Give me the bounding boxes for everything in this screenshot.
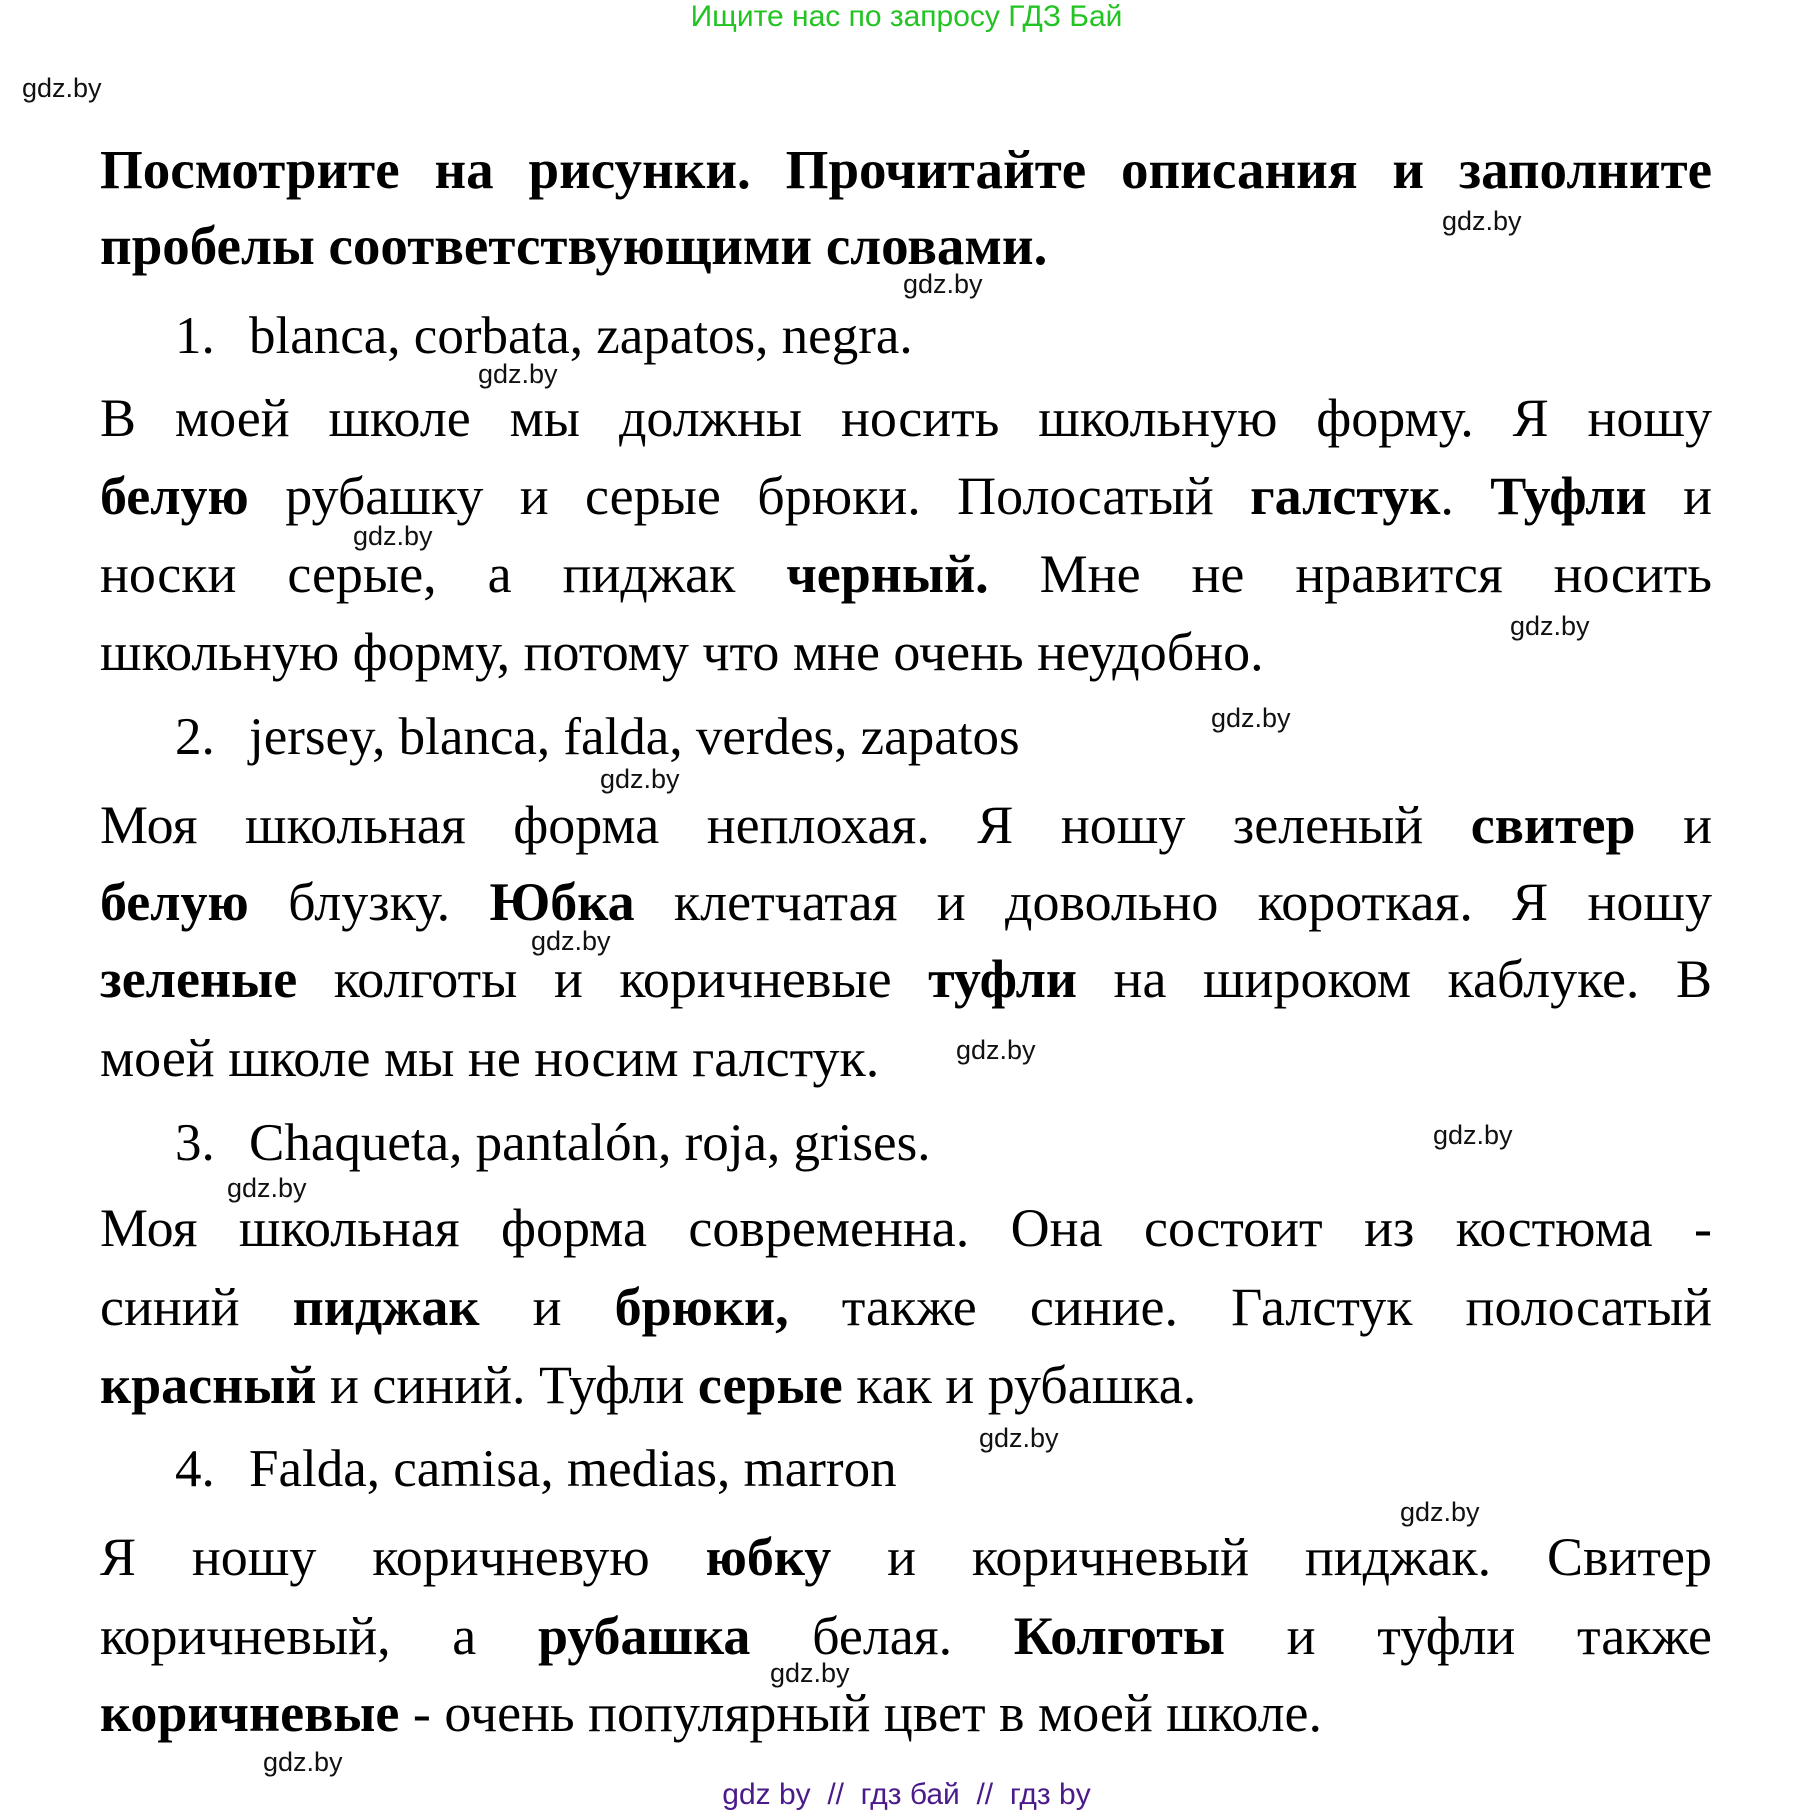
filled-answer: коричневые <box>100 1683 400 1743</box>
filled-answer: пиджак <box>292 1277 480 1337</box>
watermark: gdz.by <box>22 73 102 103</box>
word-list: blanca, corbata, zapatos, negra. <box>249 307 913 365</box>
exercise-4-line-2 <box>100 1605 1712 1667</box>
watermark: gdz.by <box>1400 1497 1480 1527</box>
filled-answer: туфли <box>928 949 1078 1009</box>
watermark: gdz.by <box>1433 1120 1513 1150</box>
watermark: gdz.by <box>600 764 680 794</box>
exercise-3-line-2 <box>100 1276 1712 1338</box>
text-segment: и туфли также <box>1225 1606 1713 1666</box>
watermark: gdz.by <box>263 1747 343 1777</box>
text-segment: белая. <box>750 1606 1014 1666</box>
watermark: gdz.by <box>478 359 558 389</box>
filled-answer: Юбка <box>489 872 635 932</box>
text-segment: колготы и коричневые <box>297 949 929 1009</box>
text-segment: клетчатая и довольно короткая. Я ношу <box>634 872 1713 932</box>
watermark: gdz.by <box>770 1658 850 1688</box>
exercise-4-line-3 <box>100 1682 1712 1744</box>
filled-answer: красный <box>100 1355 317 1415</box>
task-heading-line-1: Посмотрите на рисунки. Прочитайте описания и заполните <box>100 139 1712 200</box>
watermark: gdz.by <box>1211 703 1291 733</box>
watermark: gdz.by <box>1442 206 1522 236</box>
exercise-2-words <box>175 707 1020 767</box>
exercise-1-line-1 <box>100 387 1712 449</box>
text-segment: на широком каблуке. В <box>1077 949 1712 1009</box>
task-heading-line-2: пробелы соответствующими словами. <box>100 215 1048 276</box>
watermark: gdz.by <box>1510 611 1590 641</box>
exercise-3-words <box>175 1113 930 1173</box>
word-list: Falda, camisa, medias, marron <box>249 1440 897 1498</box>
text-segment: - очень популярный цвет в моей школе. <box>399 1683 1323 1743</box>
text-segment: моей школе мы не носим галстук. <box>100 1028 880 1088</box>
exercise-1-line-4 <box>100 621 1712 683</box>
text-segment: Моя школьная форма современна. Она состоит из костюма - <box>100 1198 1712 1258</box>
text-segment: как и рубашка. <box>842 1355 1197 1415</box>
footer-links: gdz by // гдз бай // гдз by <box>722 1778 1091 1811</box>
text-segment: . <box>1440 466 1491 526</box>
filled-answer: Колготы <box>1013 1606 1225 1666</box>
exercise-2-line-2 <box>100 871 1712 933</box>
top-banner: Ищите нас по запросу ГДЗ Бай <box>690 0 1123 33</box>
filled-answer: белую <box>100 466 249 526</box>
text-segment: Моя школьная форма неплохая. Я ношу зеленый <box>100 795 1471 855</box>
exercise-number: 4. <box>175 1440 215 1498</box>
exercise-3-line-1 <box>100 1197 1712 1259</box>
text-segment: носки серые, а пиджак <box>100 544 787 604</box>
filled-answer: черный. <box>786 544 989 604</box>
filled-answer: галстук <box>1250 466 1441 526</box>
exercise-3-line-3 <box>100 1354 1712 1416</box>
exercise-number: 2. <box>175 708 215 766</box>
filled-answer: рубашка <box>537 1606 751 1666</box>
text-segment: школьную форму, потому что мне очень неудобно. <box>100 622 1264 682</box>
watermark: gdz.by <box>531 926 611 956</box>
filled-answer: зеленые <box>100 949 298 1009</box>
text-segment: и <box>1635 795 1712 855</box>
exercise-1-words <box>175 306 913 366</box>
watermark: gdz.by <box>227 1173 307 1203</box>
exercise-number: 1. <box>175 307 215 365</box>
text-segment: и <box>479 1277 615 1337</box>
text-segment: Я ношу коричневую <box>100 1527 706 1587</box>
filled-answer: брюки, <box>614 1277 789 1337</box>
exercise-1-line-2 <box>100 465 1712 527</box>
exercise-number: 3. <box>175 1114 215 1172</box>
word-list: Chaqueta, pantalón, roja, grises. <box>249 1114 931 1172</box>
text-segment: Мне не нравится носить <box>988 544 1712 604</box>
text-segment: блузку. <box>248 872 490 932</box>
exercise-4-words <box>175 1439 897 1499</box>
text-segment: и синий. Туфли <box>316 1355 698 1415</box>
text-segment: также синие. Галстук полосатый <box>788 1277 1713 1337</box>
exercise-2-line-4 <box>100 1027 1712 1089</box>
exercise-2-line-1 <box>100 794 1712 856</box>
text-segment: и коричневый пиджак. Свитер <box>831 1527 1713 1587</box>
text-segment: и <box>1646 466 1712 526</box>
watermark: gdz.by <box>353 521 433 551</box>
filled-answer: серые <box>697 1355 843 1415</box>
text-segment: В моей школе мы должны носить школьную форму. Я ношу <box>100 388 1712 448</box>
filled-answer: белую <box>100 872 249 932</box>
word-list: jersey, blanca, falda, verdes, zapatos <box>249 708 1020 766</box>
exercise-2-line-3 <box>100 948 1712 1010</box>
text-segment: рубашку и серые брюки. Полосатый <box>248 466 1251 526</box>
watermark: gdz.by <box>979 1423 1059 1453</box>
watermark: gdz.by <box>903 269 983 299</box>
exercise-4-line-1 <box>100 1526 1712 1588</box>
filled-answer: Туфли <box>1490 466 1647 526</box>
watermark: gdz.by <box>956 1035 1036 1065</box>
text-segment: коричневый, а <box>100 1606 538 1666</box>
text-segment: синий <box>100 1277 293 1337</box>
filled-answer: свитер <box>1470 795 1636 855</box>
filled-answer: юбку <box>705 1527 832 1587</box>
exercise-1-line-3 <box>100 543 1712 605</box>
